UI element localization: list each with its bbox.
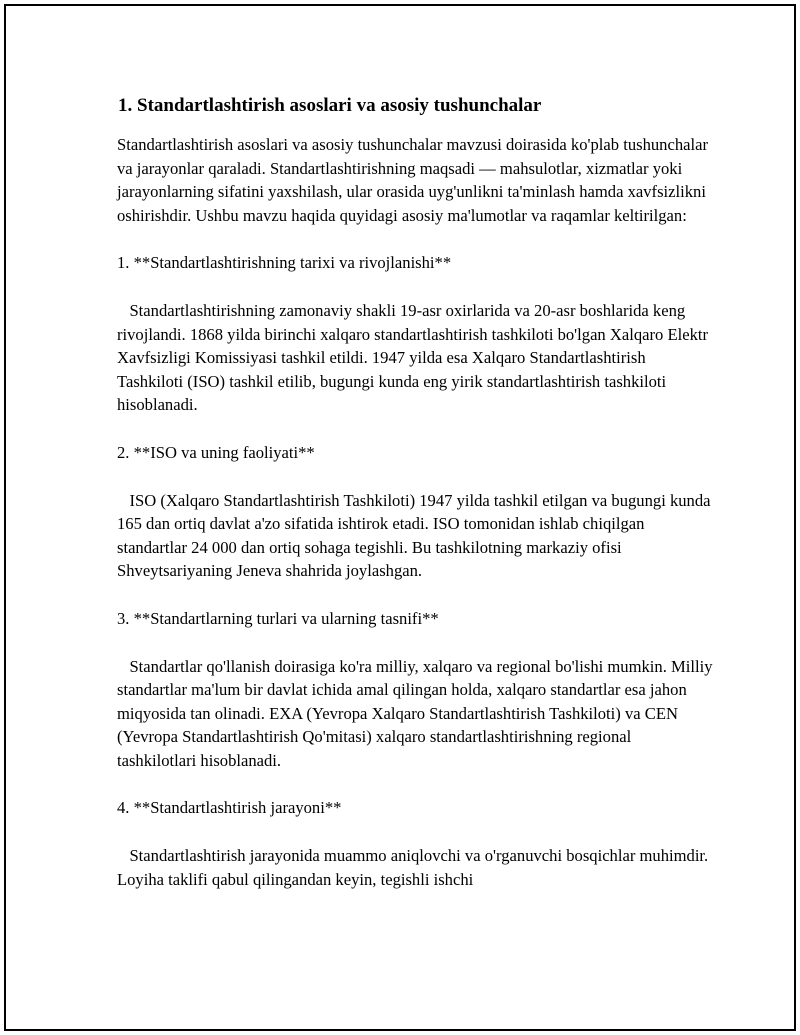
section-heading-1: 1. **Standartlashtirishning tarixi va rivojlanishi** [117,253,452,273]
section-body-4: Standartlashtirish jarayonida muammo aniqlovchi va o'rganuvchi bosqichlar muhimdir. Loyiha taklifi qabul qilingandan keyin, tegishli ishchi [117,846,709,889]
document-body [114,92,714,891]
section-body-2: ISO (Xalqaro Standartlashtirish Tashkiloti) 1947 yilda tashkil etilgan va bugungi kunda 165 dan ortiq davlat a'zo sifatida ishtirok etadi. ISO tomonidan ishlab chiqilgan standartlar 24 000 dan ortiq sohaga tegishli. Bu tashkilotning markaziy ofisi Shveytsariyaning Jeneva shahrida joylashgan. [117,490,711,581]
document-title: 1. Standartlashtirish asoslari va asosiy tushunchalar [118,95,542,116]
section-heading-2: 2. **ISO va uning faoliyati** [117,442,315,462]
section-heading-4: 4. **Standartlashtirish jarayoni** [117,798,342,818]
section-body-1: Standartlashtirishning zamonaviy shakli 19-asr oxirlarida va 20-asr boshlarida keng rivojlandi. 1868 yilda birinchi xalqaro standartlashtirish tashkiloti bo'lgan Xalqaro Elektr Xavfsizligi Komissiyasi tashkil etildi. 1947 yilda esa Xalqaro Standartlashtirish Tashkiloti (ISO) tashkil etilib, bugungi kunda eng yirik standartlashtirish tashkiloti hisoblanadi. [117,300,709,415]
intro-paragraph: Standartlashtirish asoslari va asosiy tushunchalar mavzusi doirasida ko'plab tushunchalar va jarayonlar qaraladi. Standartlashtirishning maqsadi — mahsulotlar, xizmatlar yoki jarayonlarning sifatini yaxshilash, ular orasida uyg'unlikni ta'minlash hamda xavfsizlikni oshirishdir. Ushbu mavzu haqida quyidagi asosiy ma'lumotlar va raqamlar keltirilgan: [117,135,709,225]
section-body-3: Standartlar qo'llanish doirasiga ko'ra milliy, xalqaro va regional bo'lishi mumkin. Milliy standartlar ma'lum bir davlat ichida amal qilingan holda, xalqaro standartlar esa jahon miqyosida tan olinadi. EXA (Yevropa Xalqaro Standartlashtirish Tashkiloti) va CEN (Yevropa Standartlashtirish Qo'mitasi) xalqaro standartlashtirishning regional tashkilotlari hisoblanadi. [117,656,713,770]
section-heading-3: 3. **Standartlarning turlari va ularning tasnifi** [117,608,439,628]
